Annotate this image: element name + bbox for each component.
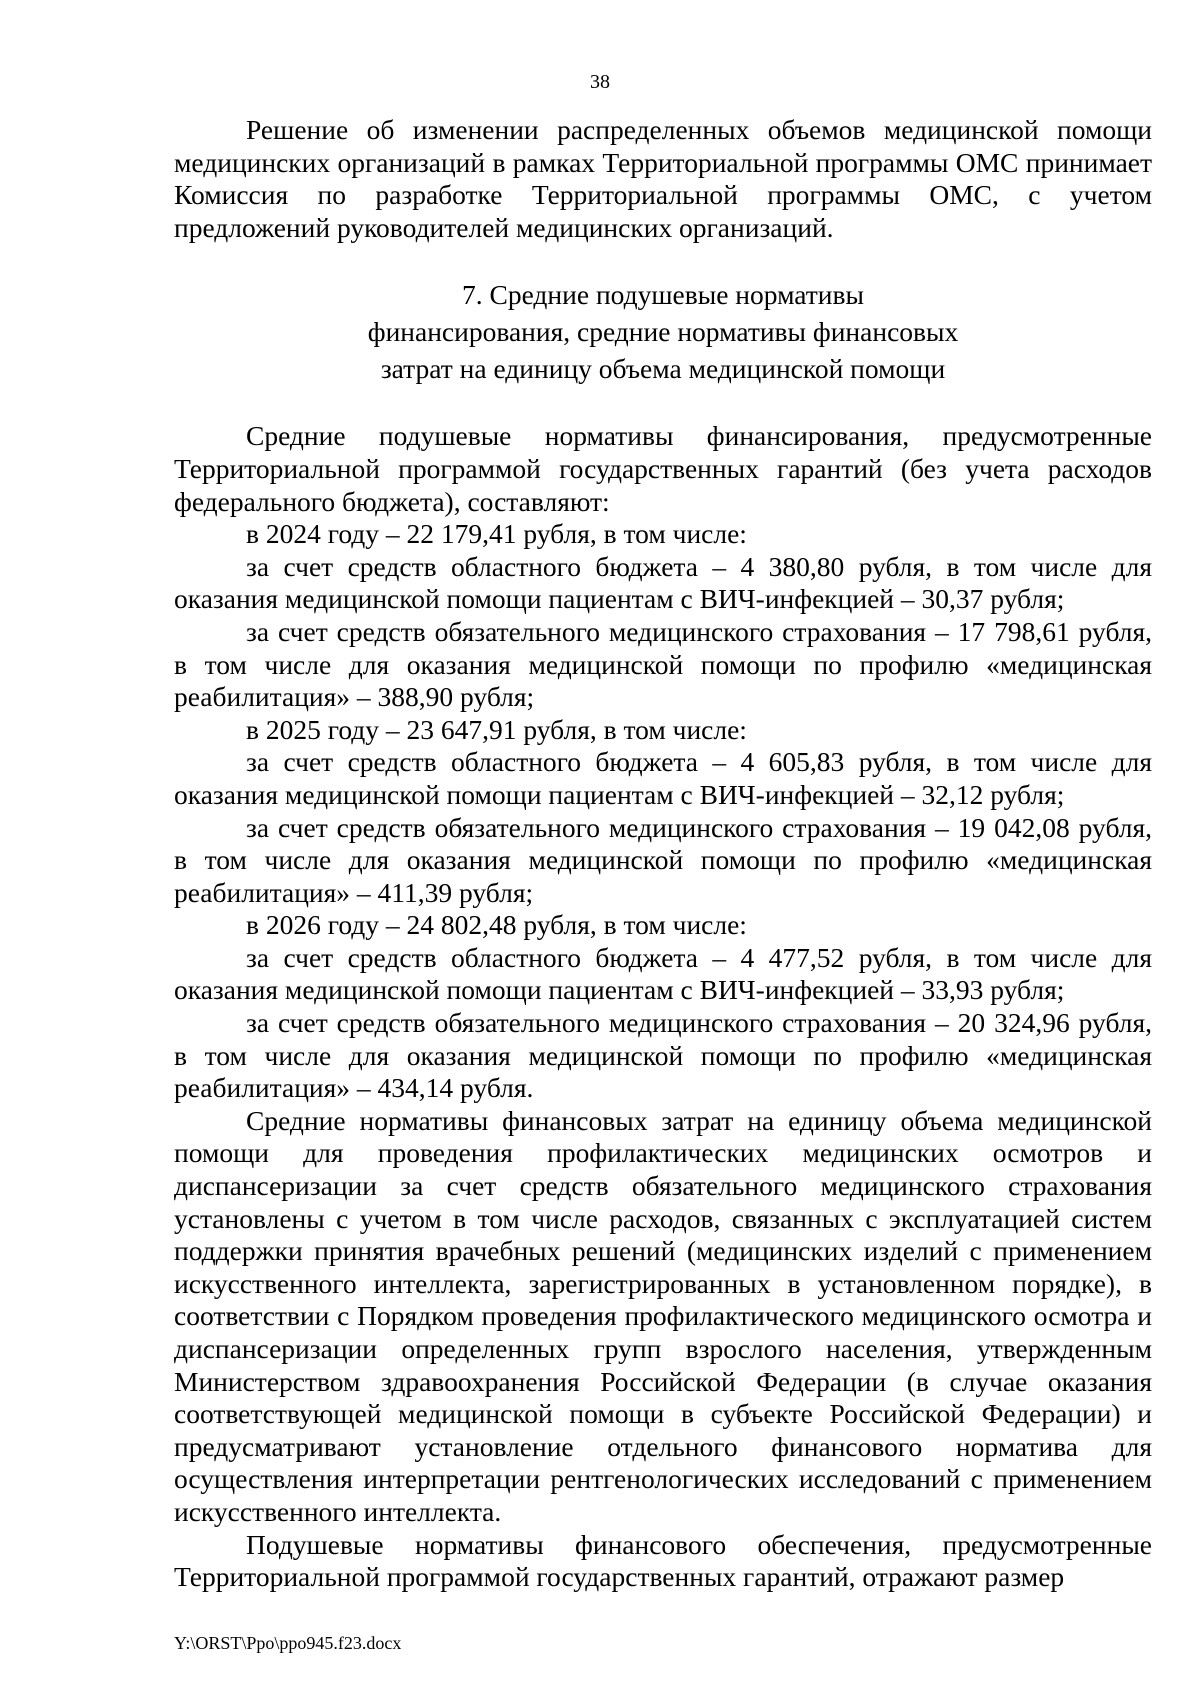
paragraph-2026-oms: за счет средств обязательного медицинского страхования – 20 324,96 рубля, в том числе для оказания медицинской помощи по профилю «медицинская реабилитация» – 434,14 рубля. [174, 1007, 1152, 1104]
paragraph-2026-regional: за счет средств областного бюджета – 4 477,52 рубля, в том числе для оказания медицинской помощи пациентам с ВИЧ-инфекцией – 33,93 рубля; [174, 941, 1152, 1006]
paragraph-2024-regional: за счет средств областного бюджета – 4 380,80 рубля, в том числе для оказания медицинской помощи пациентам с ВИЧ-инфекцией – 30,37 рубля; [174, 550, 1152, 615]
paragraph-2025-regional: за счет средств областного бюджета – 4 605,83 рубля, в том числе для оказания медицинской помощи пациентам с ВИЧ-инфекцией – 32,12 рубля; [174, 746, 1152, 810]
section-heading-line-1: 7. Средние подушевые нормативы [462, 279, 864, 311]
section-heading-line-2: финансирования, средние нормативы финансовых [367, 316, 959, 348]
section-heading [174, 276, 1152, 387]
paragraph-per-capita-norms: Подушевые нормативы финансового обеспечения, предусмотренные Территориальной программой государственных гарантий, отражают размер [174, 1528, 1152, 1593]
footer-file-path: Y:\ORST\Ppo\ppo945.f23.docx [174, 1633, 402, 1653]
paragraph-2025-total: в 2025 году – 23 647,91 рубля, в том числе: [246, 713, 747, 745]
paragraph-2024-total: в 2024 году – 22 179,41 рубля, в том числе: [246, 518, 747, 550]
paragraph-2025-oms: за счет средств обязательного медицинского страхования – 19 042,08 рубля, в том числе для оказания медицинской помощи по профилю «медицинская реабилитация» – 411,39 рубля; [174, 811, 1152, 908]
paragraph-decision: Решение об изменении распределенных объемов медицинской помощи медицинских организаций в рамках Территориальной программы ОМС принимает Комиссия по разработке Территориальной программы ОМС, с учетом предложений руководителей медицинских организаций. [174, 114, 1152, 243]
paragraph-2026-total: в 2026 году – 24 802,48 рубля, в том числе: [246, 909, 747, 941]
document-body [174, 114, 1152, 1594]
paragraph-2024-oms: за счет средств обязательного медицинского страхования – 17 798,61 рубля, в том числе для оказания медицинской помощи по профилю «медицинская реабилитация» – 388,90 рубля; [174, 615, 1152, 713]
paragraph-cost-norms: Средние нормативы финансовых затрат на единицу объема медицинской помощи для проведения профилактических медицинских осмотров и диспансеризации за счет средств обязательного медицинского страхования установлены с учетом в том числе расходов, связанных с эксплуатацией систем поддержки принятия врачебных решений (медицинских изделий с применением искусственного интеллекта, зарегистрированных в установленном порядке), в соответствии с Порядком проведения профилактического медицинского осмотра и диспансеризации определенных групп взрослого населения, утвержденным Министерством здравоохранения Российской Федерации (в случае оказания соответствующей медицинской помощи в субъекте Российской Федерации) и предусматривают установление отдельного финансового норматива для осуществления интерпретации рентгенологических исследований с применением искусственного интеллекта. [174, 1104, 1152, 1527]
page-number: 38 [590, 71, 610, 93]
paragraph-intro: Средние подушевые нормативы финансирования, предусмотренные Территориальной программой государственных гарантий (без учета расходов федерального бюджета), составляют: [174, 420, 1152, 517]
section-heading-line-3: затрат на единицу объема медицинской помощи [380, 353, 946, 385]
